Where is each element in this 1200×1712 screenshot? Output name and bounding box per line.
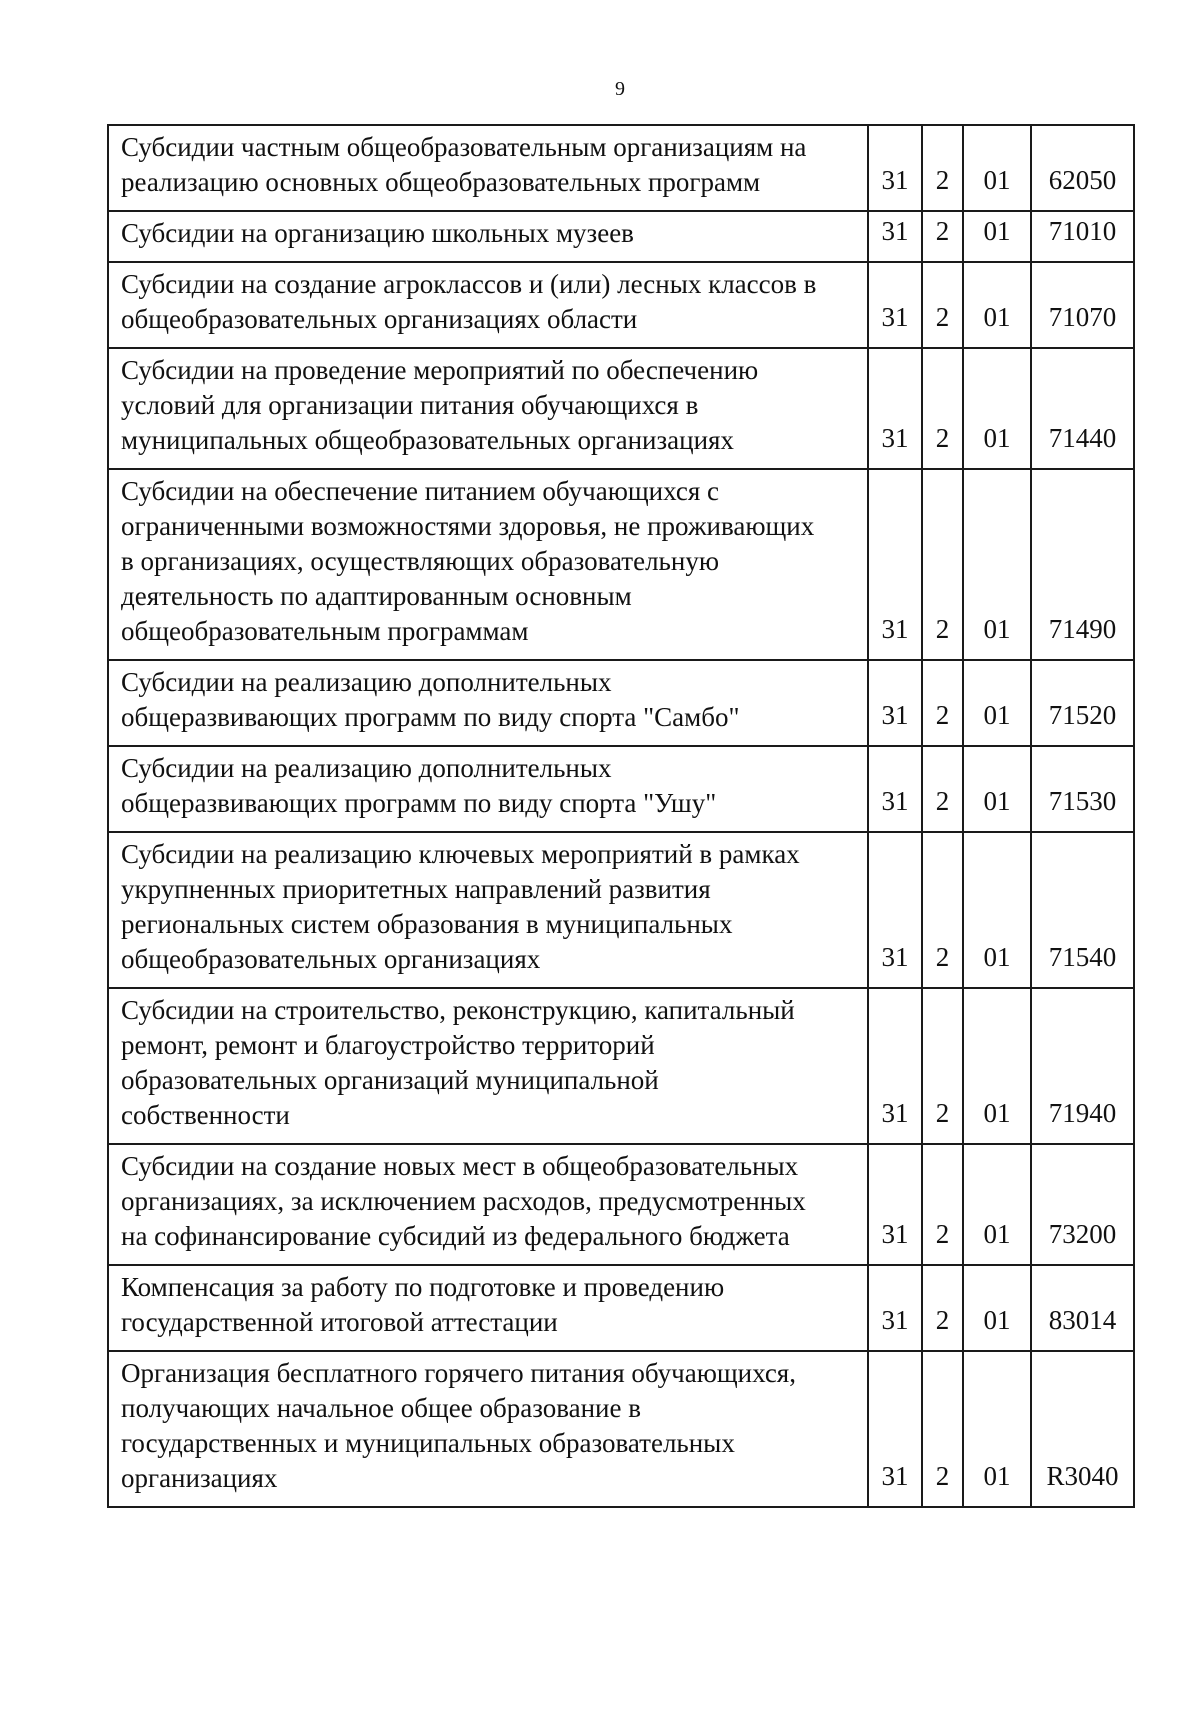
- row-description: [108, 988, 868, 1144]
- description-line: общеразвивающих программ по виду спорта "Самбо": [121, 702, 740, 732]
- row-description: [108, 125, 868, 211]
- description-line: образовательных организаций муниципальной: [121, 1065, 659, 1095]
- budget-classification-table: [107, 124, 1135, 1508]
- description-line: укрупненных приоритетных направлений развития: [121, 874, 711, 904]
- code-cell-4: 71540: [1031, 832, 1134, 988]
- code-cell-2: 2: [922, 262, 963, 348]
- code-cell-3: 01: [963, 348, 1031, 469]
- description-line: Субсидии на создание новых мест в общеобразовательных: [121, 1151, 799, 1181]
- code-cell-1: 31: [868, 1144, 922, 1265]
- code-cell-1: 31: [868, 348, 922, 469]
- description-line: в организациях, осуществляющих образовательную: [121, 546, 719, 576]
- description-line: Субсидии на обеспечение питанием обучающихся с: [121, 476, 719, 506]
- row-description: [108, 211, 868, 262]
- code-cell-1: 31: [868, 211, 922, 262]
- code-cell-1: 31: [868, 832, 922, 988]
- table-row: [108, 469, 1134, 660]
- description-line: государственных и муниципальных образовательных: [121, 1428, 735, 1458]
- code-cell-3: 01: [963, 1351, 1031, 1507]
- description-line: Субсидии частным общеобразовательным организациям на: [121, 132, 807, 162]
- description-line: деятельность по адаптированным основным: [121, 581, 632, 611]
- description-line: Субсидии на реализацию ключевых мероприятий в рамках: [121, 839, 800, 869]
- description-line: муниципальных общеобразовательных организациях: [121, 425, 734, 455]
- row-description: [108, 1351, 868, 1507]
- code-cell-4: 71940: [1031, 988, 1134, 1144]
- description-line: государственной итоговой аттестации: [121, 1307, 558, 1337]
- code-cell-1: 31: [868, 1265, 922, 1351]
- row-description: [108, 469, 868, 660]
- code-cell-1: 31: [868, 1351, 922, 1507]
- code-cell-4: 62050: [1031, 125, 1134, 211]
- code-cell-3: 01: [963, 660, 1031, 746]
- table-row: [108, 125, 1134, 211]
- row-description: [108, 1144, 868, 1265]
- table-row: [108, 348, 1134, 469]
- code-cell-3: 01: [963, 211, 1031, 262]
- row-description: [108, 1265, 868, 1351]
- code-cell-1: 31: [868, 660, 922, 746]
- code-cell-4: R3040: [1031, 1351, 1134, 1507]
- code-cell-1: 31: [868, 125, 922, 211]
- code-cell-2: 2: [922, 746, 963, 832]
- description-line: общеразвивающих программ по виду спорта "Ушу": [121, 788, 717, 818]
- code-cell-1: 31: [868, 469, 922, 660]
- description-line: Организация бесплатного горячего питания обучающихся,: [121, 1358, 796, 1388]
- description-line: Субсидии на реализацию дополнительных: [121, 753, 612, 783]
- code-cell-2: 2: [922, 988, 963, 1144]
- code-cell-3: 01: [963, 125, 1031, 211]
- code-cell-4: 71530: [1031, 746, 1134, 832]
- code-cell-4: 71010: [1031, 211, 1134, 262]
- code-cell-2: 2: [922, 832, 963, 988]
- code-cell-1: 31: [868, 262, 922, 348]
- row-description: [108, 262, 868, 348]
- description-line: на софинансирование субсидий из федерального бюджета: [121, 1221, 790, 1251]
- code-cell-4: 83014: [1031, 1265, 1134, 1351]
- description-line: Субсидии на реализацию дополнительных: [121, 667, 612, 697]
- code-cell-1: 31: [868, 746, 922, 832]
- description-line: общеобразовательным программам: [121, 616, 529, 646]
- page-number: 9: [615, 78, 625, 100]
- description-line: Компенсация за работу по подготовке и проведению: [121, 1272, 725, 1302]
- row-description: [108, 832, 868, 988]
- code-cell-4: 71440: [1031, 348, 1134, 469]
- code-cell-2: 2: [922, 1351, 963, 1507]
- code-cell-3: 01: [963, 1144, 1031, 1265]
- code-cell-2: 2: [922, 1144, 963, 1265]
- description-line: общеобразовательных организациях области: [121, 304, 638, 334]
- code-cell-2: 2: [922, 211, 963, 262]
- description-line: организациях, за исключением расходов, предусмотренных: [121, 1186, 806, 1216]
- code-cell-3: 01: [963, 1265, 1031, 1351]
- table-row: [108, 660, 1134, 746]
- description-line: реализацию основных общеобразовательных программ: [121, 167, 761, 197]
- code-cell-2: 2: [922, 1265, 963, 1351]
- code-cell-3: 01: [963, 262, 1031, 348]
- code-cell-3: 01: [963, 746, 1031, 832]
- table-row: [108, 1265, 1134, 1351]
- table-row: [108, 1144, 1134, 1265]
- code-cell-2: 2: [922, 348, 963, 469]
- table-row: [108, 832, 1134, 988]
- row-description: [108, 660, 868, 746]
- code-cell-2: 2: [922, 469, 963, 660]
- description-line: условий для организации питания обучающихся в: [121, 390, 699, 420]
- description-line: ремонт, ремонт и благоустройство территорий: [121, 1030, 655, 1060]
- code-cell-4: 73200: [1031, 1144, 1134, 1265]
- row-description: [108, 348, 868, 469]
- code-cell-4: 71490: [1031, 469, 1134, 660]
- table-row: [108, 988, 1134, 1144]
- description-line: Субсидии на организацию школьных музеев: [121, 218, 634, 248]
- description-line: региональных систем образования в муниципальных: [121, 909, 733, 939]
- table-row: [108, 211, 1134, 262]
- description-line: получающих начальное общее образование в: [121, 1393, 641, 1423]
- code-cell-3: 01: [963, 988, 1031, 1144]
- table-row: [108, 746, 1134, 832]
- code-cell-1: 31: [868, 988, 922, 1144]
- table-body: [108, 125, 1134, 1507]
- description-line: общеобразовательных организациях: [121, 944, 541, 974]
- row-description: [108, 746, 868, 832]
- code-cell-4: 71070: [1031, 262, 1134, 348]
- description-line: организациях: [121, 1463, 278, 1493]
- table-row: [108, 262, 1134, 348]
- code-cell-2: 2: [922, 125, 963, 211]
- code-cell-3: 01: [963, 832, 1031, 988]
- table-row: [108, 1351, 1134, 1507]
- code-cell-2: 2: [922, 660, 963, 746]
- code-cell-3: 01: [963, 469, 1031, 660]
- code-cell-4: 71520: [1031, 660, 1134, 746]
- description-line: ограниченными возможностями здоровья, не проживающих: [121, 511, 815, 541]
- description-line: Субсидии на создание агроклассов и (или) лесных классов в: [121, 269, 817, 299]
- description-line: собственности: [121, 1100, 290, 1130]
- description-line: Субсидии на проведение мероприятий по обеспечению: [121, 355, 759, 385]
- description-line: Субсидии на строительство, реконструкцию, капитальный: [121, 995, 795, 1025]
